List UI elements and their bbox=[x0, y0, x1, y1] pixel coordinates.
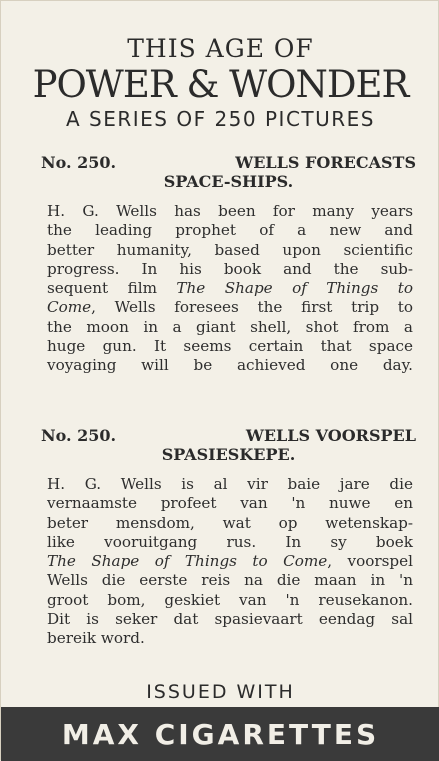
afrikaans-line: bereik word. bbox=[47, 629, 145, 648]
afrikaans-title-number: No. 250. bbox=[41, 426, 117, 445]
afrikaans-title-line1: WELLS VOORSPEL bbox=[245, 426, 416, 445]
english-line: better humanity, based upon scientific bbox=[47, 240, 413, 259]
afrikaans-line: beter mensdom, wat op wetenskap- bbox=[47, 513, 413, 532]
english-line: the moon in a giant shell, shot from a bbox=[47, 317, 413, 336]
afrikaans-body bbox=[47, 475, 413, 649]
english-line: huge gun. It seems certain that space bbox=[47, 337, 413, 356]
series-heading-line1: THIS AGE OF bbox=[127, 34, 314, 63]
brand-name: MAX CIGARETTES bbox=[61, 717, 380, 751]
brand-banner bbox=[1, 707, 439, 761]
english-body bbox=[47, 202, 413, 376]
afrikaans-title bbox=[41, 426, 416, 464]
english-line: Come, Wells foresees the first trip to bbox=[47, 298, 413, 317]
english-title-line2: SPACE-SHIPS. bbox=[163, 172, 294, 191]
english-line: sequent film The Shape of Things to bbox=[47, 279, 413, 298]
issued-with-label: ISSUED WITH bbox=[146, 681, 295, 703]
english-line: progress. In his book and the sub- bbox=[47, 259, 413, 278]
english-title-number: No. 250. bbox=[41, 153, 117, 172]
series-subtitle: A SERIES OF 250 PICTURES bbox=[66, 107, 375, 131]
english-line: the leading prophet of a new and bbox=[47, 221, 413, 240]
afrikaans-title-line2: SPASIESKEPE. bbox=[161, 445, 296, 464]
afrikaans-line: H. G. Wells is al vir baie jare die bbox=[47, 475, 413, 493]
afrikaans-line: like vooruitgang rus. In sy boek bbox=[47, 532, 413, 551]
english-line: voyaging will be achieved one day. bbox=[47, 356, 413, 375]
afrikaans-line: Wells die eerste reis na die maan in 'n bbox=[47, 571, 413, 590]
series-title: POWER & WONDER bbox=[32, 63, 409, 106]
afrikaans-line: vernaamste profeet van 'n nuwe en bbox=[47, 494, 413, 513]
english-title bbox=[41, 153, 416, 191]
afrikaans-line: groot bom, geskiet van 'n reusekanon. bbox=[47, 590, 413, 609]
afrikaans-line: The Shape of Things to Come, voorspel bbox=[47, 552, 413, 571]
english-line: H. G. Wells has been for many years bbox=[47, 202, 413, 220]
afrikaans-line: Dit is seker dat spasievaart eendag sal bbox=[47, 610, 413, 629]
english-title-line1: WELLS FORECASTS bbox=[235, 153, 416, 172]
